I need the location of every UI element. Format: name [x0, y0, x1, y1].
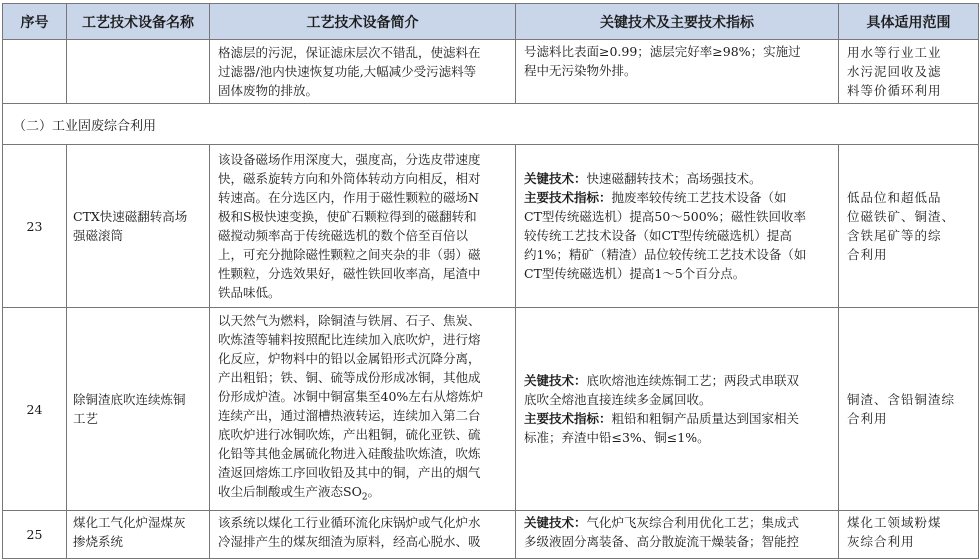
section-row [3, 104, 979, 145]
key-tech-label: 关键技术： [524, 515, 587, 530]
desc-line: 连续产出，通过溜槽热液转运，连续加入第二台 [218, 407, 481, 423]
key-line [524, 371, 832, 390]
desc-line: 转速高。在分选区内，作用于磁性颗粒的磁场N [218, 190, 479, 205]
key-line: 程中无污染物外排。 [524, 63, 637, 78]
indicator-label: 主要技术指标： [524, 190, 612, 205]
row-key-tech [516, 511, 839, 559]
key-tech-label: 关键技术： [524, 373, 587, 388]
scope-line: 合利用 [847, 247, 888, 262]
indicator-line [524, 188, 832, 207]
name-line: 除铜渣底吹连续炼铜 [73, 392, 186, 407]
desc-line: 化反应，炉物料中的铅以金属铅形式沉降分离， [218, 350, 481, 366]
header-key-tech: 关键技术及主要技术指标 [516, 4, 839, 40]
row-serial: 25 [3, 511, 67, 559]
header-row [3, 4, 979, 40]
row-description [210, 40, 516, 104]
row-name [67, 308, 210, 511]
scope-line: 铜渣、含铅铜渣综 [847, 392, 956, 407]
key-tech-text: 底吹熔池连续炼铜工艺；两段式串联双 [586, 373, 800, 388]
desc-line: 该系统以煤化工行业循环流化床锅炉或气化炉水 [218, 515, 481, 530]
desc-line: 吹炼渣等辅料按照配比连续加入底吹炉，进行熔 [218, 331, 481, 347]
key-line: 底吹全熔池直接连续多金属回收。 [524, 392, 712, 407]
indicator-line: 较传统工艺技术设备（如CT型传统磁选机）提高 [524, 228, 792, 243]
desc-line: 化铅等其他金属硫化物进入硅酸盐吹炼渣，吹炼 [218, 445, 481, 461]
row-description [210, 145, 516, 308]
desc-line: 快，磁系旋转方向和外筒体转动方向相反，相对 [218, 171, 481, 186]
name-line: 煤化工气化炉湿煤灰 [73, 515, 186, 530]
key-line [524, 169, 832, 188]
header-serial: 序号 [3, 4, 67, 40]
desc-line: 极和S极快速变换，使矿石颗粒得到的磁翻转和 [218, 209, 477, 224]
row-serial: 23 [3, 145, 67, 308]
row-serial: 24 [3, 308, 67, 511]
scope-line: 煤化工领域粉煤 [847, 515, 942, 530]
row-description [210, 308, 516, 511]
desc-line: 铁品味低。 [218, 285, 281, 300]
table-row [3, 145, 979, 308]
key-line: 多级液固分离装备、高分散旋流干燥装备；智能控 [524, 534, 800, 549]
key-tech-label: 关键技术： [524, 171, 587, 186]
key-line: 号滤料比表面≥0.99；滤层完好率≥98%；实施过 [524, 44, 801, 59]
row-description [210, 511, 516, 559]
row-scope [839, 40, 979, 104]
row-name [67, 40, 210, 104]
table-row [3, 308, 979, 511]
scope-line: 料等价循环利用 [847, 83, 942, 98]
section-title: （二）工业固废综合利用 [3, 104, 979, 145]
scope-line: 低品位和超低品 [847, 190, 942, 205]
row-name [67, 145, 210, 308]
indicator-line: 标准；弃渣中铅≤3%、铜≤1%。 [524, 430, 710, 445]
name-line: 掺烧系统 [73, 534, 124, 549]
indicator-line: CT型传统磁选机）提高1～5个百分点。 [524, 266, 746, 281]
scope-line: 水污泥回收及滤 [847, 64, 942, 79]
indicator-label: 主要技术指标： [524, 411, 612, 426]
scope-line: 合利用 [847, 411, 888, 426]
row-scope [839, 511, 979, 559]
desc-end: 。 [367, 483, 381, 499]
desc-line: 份形成炉渣。冰铜中铜富集至40%左右从熔炼炉 [218, 388, 484, 404]
row-key-tech [516, 308, 839, 511]
desc-line: 磁搅动频率高于传统磁选机的数个倍至百倍以 [218, 228, 469, 243]
row-key-tech [516, 40, 839, 104]
row-scope [839, 145, 979, 308]
scope-line: 含铁尾矿等的综 [847, 228, 942, 243]
process-equipment-table [2, 3, 979, 559]
desc-line: 格滤层的污泥，保证滤床层次不错乱，使滤料在 [218, 45, 481, 60]
desc-line: 渣返回熔炼工序回收铅及其中的铜，产出的烟气 [218, 464, 481, 480]
scope-line: 灰综合利用 [847, 534, 915, 549]
indicator-line: CT型传统磁选机）提高50～500%；磁性铁回收率 [524, 209, 807, 224]
desc-line: 过滤器/池内快速恢复功能,大幅减少受污滤料等 [218, 64, 477, 79]
key-tech-text: 气化炉飞灰综合利用优化工艺；集成式 [586, 515, 800, 530]
indicator-line: 约1%；精矿（精渣）品位较传统工艺技术设备（如 [524, 247, 807, 262]
desc-line: 固体废物的排放。 [218, 83, 319, 98]
indicator-text: 粗铅和粗铜产品质量达到国家相关 [611, 411, 800, 426]
name-line: 强磁滚筒 [73, 228, 124, 243]
header-equipment-name: 工艺技术设备名称 [67, 4, 210, 40]
row-serial [3, 40, 67, 104]
desc-line: 底吹炉进行冰铜吹炼，产出粗铜，硫化亚铁、硫 [218, 426, 481, 442]
header-scope: 具体适用范围 [839, 4, 979, 40]
desc-line: 冷湿排产生的煤灰细渣为原料，经高心脱水、吸 [218, 534, 481, 549]
indicator-line [524, 409, 832, 428]
desc-subscript: 2 [361, 492, 368, 503]
desc-line: 以天然气为燃料，除铜渣与铁屑、石子、焦炭、 [218, 312, 481, 328]
desc-line: 上，可充分抛除磁性颗粒之间夹杂的非（弱）磁 [218, 247, 481, 262]
table-row [3, 511, 979, 559]
row-key-tech [516, 145, 839, 308]
scope-line: 用水等行业工业 [847, 45, 942, 60]
desc-line: 产出粗铅；铁、铜、硫等成份形成冰铜，其他成 [218, 369, 481, 385]
name-line: 工艺 [73, 411, 99, 426]
header-equipment-intro: 工艺技术设备简介 [210, 4, 516, 40]
desc-line [218, 482, 509, 508]
key-line [524, 513, 832, 532]
name-line: CTX快速磁翻转高场 [73, 209, 188, 224]
desc-line: 性颗粒，分选效果好，磁性铁回收率高，尾渣中 [218, 266, 481, 281]
row-name [67, 511, 210, 559]
desc-last-text: 收尘后制酸或生产液态SO [218, 483, 362, 499]
key-tech-text: 快速磁翻转技术；高场强技术。 [586, 171, 762, 186]
scope-line: 位磁铁矿、铜渣、 [847, 209, 956, 224]
desc-line: 该设备磁场作用深度大，强度高，分选皮带速度 [218, 152, 481, 167]
table-row-continued [3, 40, 979, 104]
row-scope [839, 308, 979, 511]
indicator-text: 抛废率较传统工艺技术设备（如 [611, 190, 787, 205]
